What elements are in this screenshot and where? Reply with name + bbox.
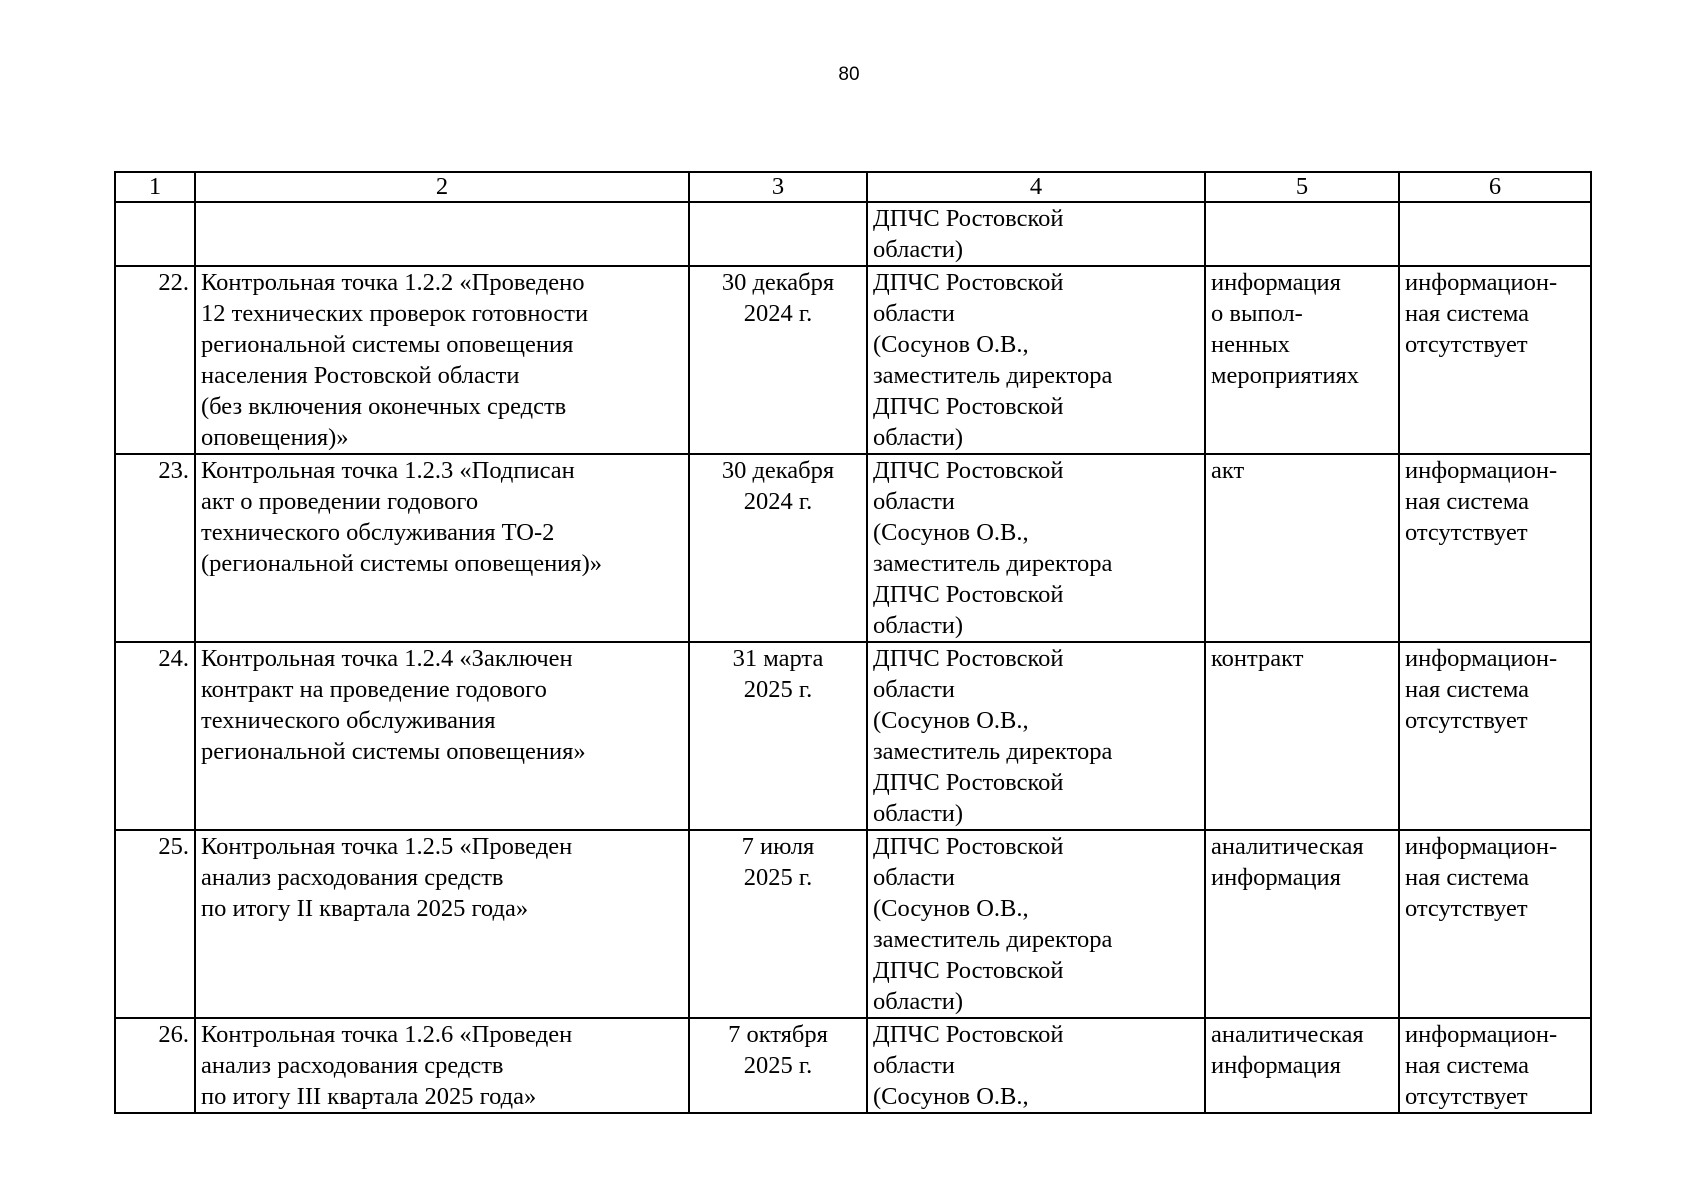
document-type-cell: [1205, 266, 1399, 454]
document-type-cell: [1205, 642, 1399, 830]
cell-text-line: заместитель директора: [873, 738, 1113, 765]
document-type-cell: [1205, 1018, 1399, 1113]
cell-text-line: отсутствует: [1405, 519, 1528, 546]
row-number-cell: 25.: [115, 830, 195, 1018]
cell-text-line: области): [873, 424, 964, 451]
cell-text-line: контракт на проведение годового: [201, 676, 547, 703]
cell-text-line: ная система: [1405, 300, 1530, 327]
cell-text-line: информацион-: [1405, 645, 1558, 672]
cell-text-line: информация: [1211, 1052, 1341, 1079]
cell-text-line: по итогу III квартала 2025 года»: [201, 1083, 537, 1110]
cell-text-line: 30 декабря: [721, 457, 835, 484]
cell-text-line: ненных: [1211, 331, 1290, 358]
deadline-cell: [689, 454, 867, 642]
cell-text-line: анализ расходования средств: [201, 1052, 504, 1079]
responsible-cell: [867, 454, 1205, 642]
cell-text-line: 30 декабря: [721, 269, 835, 296]
cell-text-line: 2025 г.: [743, 1052, 813, 1079]
cell-text-line: 2025 г.: [743, 676, 813, 703]
table-row: [115, 1018, 1591, 1113]
cell-text-line: (Сосунов О.В.,: [873, 519, 1029, 546]
cell-text-line: области): [873, 800, 964, 827]
row-number-cell: 23.: [115, 454, 195, 642]
cell-text-line: 2024 г.: [743, 488, 813, 515]
responsible-cell: [867, 202, 1205, 266]
cell-text-line: ная система: [1405, 676, 1530, 703]
cell-text-line: отсутствует: [1405, 895, 1528, 922]
cell-text-line: 2024 г.: [743, 300, 813, 327]
information-system-cell: [1399, 202, 1591, 266]
cell-text-line: аналитическая: [1211, 1021, 1364, 1048]
responsible-cell: [867, 1018, 1205, 1113]
row-number-cell: 24.: [115, 642, 195, 830]
cell-text-line: региональной системы оповещения: [201, 331, 574, 358]
cell-text-line: информацион-: [1405, 457, 1558, 484]
header-cell-2: 2: [195, 172, 689, 202]
cell-text-line: ДПЧС Ростовской: [873, 833, 1064, 860]
table-row: [115, 266, 1591, 454]
cell-text-line: 2025 г.: [743, 864, 813, 891]
description-cell: [195, 202, 689, 266]
cell-text-line: ДПЧС Ростовской: [873, 581, 1064, 608]
cell-text-line: технического обслуживания: [201, 707, 496, 734]
cell-text-line: ная система: [1405, 864, 1530, 891]
table-header-row: [115, 172, 1591, 202]
table-body: [115, 172, 1591, 1113]
deadline-cell: [689, 642, 867, 830]
cell-text-line: ДПЧС Ростовской: [873, 205, 1064, 232]
header-cell-4: 4: [867, 172, 1205, 202]
cell-text-line: информацион-: [1405, 833, 1558, 860]
cell-text-line: информация: [1211, 269, 1341, 296]
information-system-cell: [1399, 1018, 1591, 1113]
cell-text-line: отсутствует: [1405, 1083, 1528, 1110]
cell-text-line: о выпол-: [1211, 300, 1303, 327]
cell-text-line: акт: [1211, 457, 1245, 484]
cell-text-line: населения Ростовской области: [201, 362, 520, 389]
cell-text-line: области): [873, 236, 964, 263]
cell-text-line: заместитель директора: [873, 550, 1113, 577]
document-type-cell: [1205, 202, 1399, 266]
row-number-cell: 26.: [115, 1018, 195, 1113]
cell-text-line: ДПЧС Ростовской: [873, 1021, 1064, 1048]
cell-text-line: (без включения оконечных средств: [201, 393, 567, 420]
cell-text-line: акт о проведении годового: [201, 488, 479, 515]
cell-text-line: 7 октября: [728, 1021, 828, 1048]
cell-text-line: аналитическая: [1211, 833, 1364, 860]
cell-text-line: заместитель директора: [873, 926, 1113, 953]
cell-text-line: (Сосунов О.В.,: [873, 895, 1029, 922]
cell-text-line: информация: [1211, 864, 1341, 891]
document-type-cell: [1205, 454, 1399, 642]
information-system-cell: [1399, 266, 1591, 454]
cell-text-line: информацион-: [1405, 269, 1558, 296]
cell-text-line: отсутствует: [1405, 331, 1528, 358]
page-number: 80: [838, 64, 860, 85]
responsible-cell: [867, 642, 1205, 830]
table-row: [115, 830, 1591, 1018]
cell-text-line: 31 марта: [732, 645, 824, 672]
responsible-cell: [867, 830, 1205, 1018]
cell-text-line: технического обслуживания ТО-2: [201, 519, 555, 546]
cell-text-line: Контрольная точка 1.2.2 «Проведено: [201, 269, 585, 296]
cell-text-line: ДПЧС Ростовской: [873, 645, 1064, 672]
cell-text-line: области: [873, 1052, 955, 1079]
cell-text-line: ДПЧС Ростовской: [873, 393, 1064, 420]
cell-text-line: Контрольная точка 1.2.3 «Подписан: [201, 457, 575, 484]
description-cell: [195, 642, 689, 830]
cell-text-line: (Сосунов О.В.,: [873, 331, 1029, 358]
cell-text-line: 12 технических проверок готовности: [201, 300, 589, 327]
responsible-cell: [867, 266, 1205, 454]
row-number-cell: [115, 202, 195, 266]
description-cell: [195, 1018, 689, 1113]
cell-text-line: ДПЧС Ростовской: [873, 957, 1064, 984]
deadline-cell: [689, 1018, 867, 1113]
cell-text-line: области: [873, 676, 955, 703]
table-row: [115, 202, 1591, 266]
cell-text-line: ная система: [1405, 1052, 1530, 1079]
deadline-cell: [689, 830, 867, 1018]
cell-text-line: 7 июля: [741, 833, 815, 860]
header-cell-3: 3: [689, 172, 867, 202]
cell-text-line: заместитель директора: [873, 362, 1113, 389]
cell-text-line: области): [873, 988, 964, 1015]
cell-text-line: по итогу II квартала 2025 года»: [201, 895, 529, 922]
information-system-cell: [1399, 830, 1591, 1018]
cell-text-line: мероприятиях: [1211, 362, 1359, 389]
deadline-cell: [689, 202, 867, 266]
cell-text-line: ДПЧС Ростовской: [873, 269, 1064, 296]
cell-text-line: (Сосунов О.В.,: [873, 1083, 1029, 1110]
deadline-cell: [689, 266, 867, 454]
document-type-cell: [1205, 830, 1399, 1018]
information-system-cell: [1399, 454, 1591, 642]
cell-text-line: ная система: [1405, 488, 1530, 515]
cell-text-line: информацион-: [1405, 1021, 1558, 1048]
cell-text-line: области): [873, 612, 964, 639]
cell-text-line: области: [873, 300, 955, 327]
cell-text-line: оповещения)»: [201, 424, 349, 451]
cell-text-line: Контрольная точка 1.2.6 «Проведен: [201, 1021, 573, 1048]
header-cell-1: 1: [115, 172, 195, 202]
cell-text-line: (Сосунов О.В.,: [873, 707, 1029, 734]
description-cell: [195, 830, 689, 1018]
cell-text-line: области: [873, 488, 955, 515]
cell-text-line: контракт: [1211, 645, 1304, 672]
cell-text-line: ДПЧС Ростовской: [873, 769, 1064, 796]
table-row: [115, 642, 1591, 830]
cell-text-line: анализ расходования средств: [201, 864, 504, 891]
control-points-table: [114, 171, 1592, 1114]
information-system-cell: [1399, 642, 1591, 830]
row-number-cell: 22.: [115, 266, 195, 454]
cell-text-line: региональной системы оповещения»: [201, 738, 586, 765]
cell-text-line: (региональной системы оповещения)»: [201, 550, 602, 577]
description-cell: [195, 266, 689, 454]
header-cell-5: 5: [1205, 172, 1399, 202]
header-cell-6: 6: [1399, 172, 1591, 202]
cell-text-line: отсутствует: [1405, 707, 1528, 734]
cell-text-line: Контрольная точка 1.2.4 «Заключен: [201, 645, 573, 672]
description-cell: [195, 454, 689, 642]
table-row: [115, 454, 1591, 642]
cell-text-line: Контрольная точка 1.2.5 «Проведен: [201, 833, 573, 860]
cell-text-line: области: [873, 864, 955, 891]
cell-text-line: ДПЧС Ростовской: [873, 457, 1064, 484]
